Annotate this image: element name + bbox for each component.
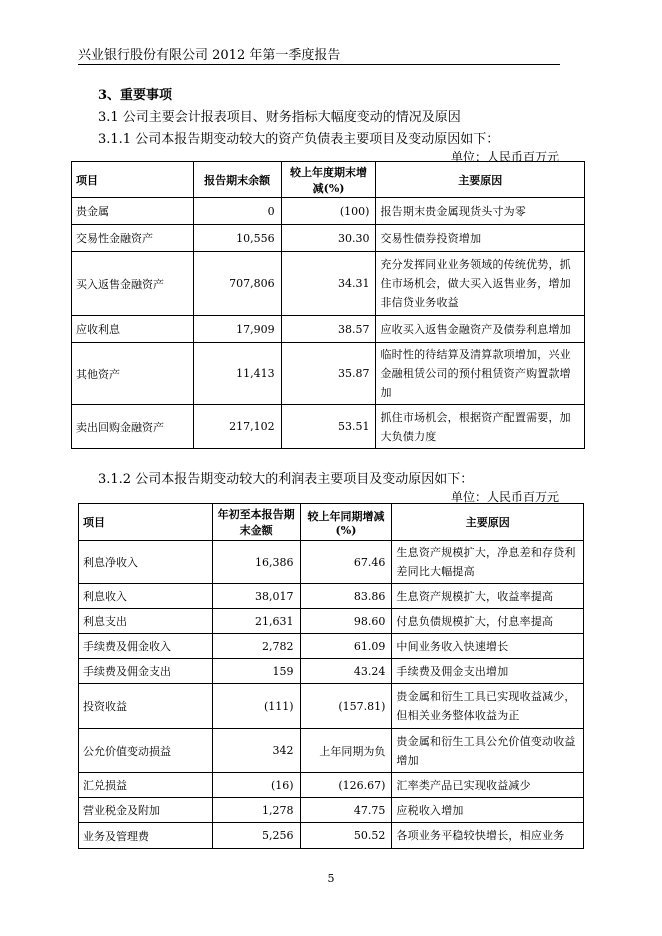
- row-reason: 手续费及佣金支出增加: [392, 659, 584, 684]
- row-change: 50.52: [300, 823, 392, 849]
- row-amount: 5,256: [212, 823, 300, 849]
- row-reason: 汇率类产品已实现收益减少: [392, 773, 584, 798]
- table-row: [79, 659, 584, 684]
- row-reason: 付息负债规模扩大，付息率提高: [392, 609, 584, 634]
- row-reason: 报告期末贵金属现货头寸为零: [376, 198, 585, 225]
- row-item: 投资收益: [79, 684, 213, 729]
- row-amount: (111): [212, 684, 300, 729]
- row-amount: 21,631: [212, 609, 300, 634]
- row-amount: (16): [212, 773, 300, 798]
- row-change: 61.09: [300, 634, 392, 659]
- row-balance: 11,413: [193, 343, 281, 405]
- col-header-change: 较上年度期末增减(%): [281, 162, 376, 198]
- row-amount: 38,017: [212, 584, 300, 609]
- row-item: 业务及管理费: [79, 823, 213, 849]
- row-reason: 贵金属和衍生工具公允价值变动收益增加: [392, 729, 584, 773]
- table-row: [72, 316, 585, 343]
- subsection-3-1-1: 3.1.1 公司本报告期变动较大的资产负债表主要项目及变动原因如下：: [98, 132, 500, 147]
- row-amount: 342: [212, 729, 300, 773]
- row-reason: 生息资产规模扩大，净息差和存贷利差同比大幅提高: [392, 541, 584, 584]
- col-header-amount: 年初至本报告期末金额: [212, 504, 300, 541]
- col-header-reason: 主要原因: [376, 162, 585, 198]
- row-balance: 10,556: [193, 225, 281, 252]
- row-change: (157.81): [300, 684, 392, 729]
- table-row: [79, 729, 584, 773]
- row-amount: 2,782: [212, 634, 300, 659]
- row-item: 手续费及佣金支出: [79, 659, 213, 684]
- row-change: 38.57: [281, 316, 376, 343]
- col-header-item: 项目: [72, 162, 194, 198]
- row-item: 贵金属: [72, 198, 194, 225]
- row-item: 交易性金融资产: [72, 225, 194, 252]
- row-item: 卖出回购金融资产: [72, 405, 194, 449]
- table-row: [79, 609, 584, 634]
- row-reason: 贵金属和衍生工具已实现收益减少，但相关业务整体收益为正: [392, 684, 584, 729]
- row-change: 67.46: [300, 541, 392, 584]
- row-change: (100): [281, 198, 376, 225]
- row-balance: 0: [193, 198, 281, 225]
- row-reason: 生息资产规模扩大，收益率提高: [392, 584, 584, 609]
- row-balance: 707,806: [193, 252, 281, 316]
- col-header-reason: 主要原因: [392, 504, 584, 541]
- col-header-change: 较上年同期增减(%): [300, 504, 392, 541]
- row-reason: 交易性债券投资增加: [376, 225, 585, 252]
- row-item: 汇兑损益: [79, 773, 213, 798]
- header-rule: [78, 64, 560, 65]
- row-reason: 各项业务平稳较快增长，相应业务: [392, 823, 584, 849]
- row-item: 应收利息: [72, 316, 194, 343]
- row-change: 30.30: [281, 225, 376, 252]
- col-header-item: 项目: [79, 504, 213, 541]
- unit-label-2: 单位：人民币百万元: [451, 490, 560, 504]
- row-reason: 充分发挥同业业务领域的传统优势，抓住市场机会，做大买入返售业务，增加非信贷业务收益: [376, 252, 585, 316]
- table-row: [79, 773, 584, 798]
- row-change: 53.51: [281, 405, 376, 449]
- table-header-row: [79, 504, 584, 541]
- row-reason: 抓住市场机会，根据资产配置需要，加大负债力度: [376, 405, 585, 449]
- row-change: 34.31: [281, 252, 376, 316]
- row-item: 利息支出: [79, 609, 213, 634]
- row-item: 其他资产: [72, 343, 194, 405]
- row-change: 98.60: [300, 609, 392, 634]
- page-header: 兴业银行股份有限公司 2012 年第一季度报告: [78, 48, 341, 63]
- page-number: 5: [327, 872, 335, 885]
- row-amount: 1,278: [212, 798, 300, 823]
- row-item: 手续费及佣金收入: [79, 634, 213, 659]
- subsection-3-1: 3.1 公司主要会计报表项目、财务指标大幅度变动的情况及原因: [98, 110, 461, 125]
- row-change: 上年同期为负: [300, 729, 392, 773]
- row-reason: 中间业务收入快速增长: [392, 634, 584, 659]
- subsection-3-1-2: 3.1.2 公司本报告期变动较大的利润表主要项目及变动原因如下：: [98, 472, 474, 487]
- table-row: [79, 823, 584, 849]
- row-reason: 应收买入返售金融资产及债券利息增加: [376, 316, 585, 343]
- row-change: 43.24: [300, 659, 392, 684]
- row-reason: 应税收入增加: [392, 798, 584, 823]
- income-statement-table: [78, 503, 584, 849]
- row-amount: 159: [212, 659, 300, 684]
- row-item: 利息收入: [79, 584, 213, 609]
- section-heading: 3、重要事项: [98, 88, 173, 103]
- row-item: 公允价值变动损益: [79, 729, 213, 773]
- row-reason: 临时性的待结算及清算款项增加，兴业金融租赁公司的预付租赁资产购置款增加: [376, 343, 585, 405]
- table-row: [72, 198, 585, 225]
- balance-sheet-table: [71, 161, 585, 449]
- table-row: [79, 798, 584, 823]
- row-change: (126.67): [300, 773, 392, 798]
- table-header-row: [72, 162, 585, 198]
- row-item: 利息净收入: [79, 541, 213, 584]
- table-row: [72, 405, 585, 449]
- table-row: [79, 584, 584, 609]
- table-row: [79, 634, 584, 659]
- row-change: 83.86: [300, 584, 392, 609]
- row-amount: 16,386: [212, 541, 300, 584]
- row-item: 买入返售金融资产: [72, 252, 194, 316]
- table-row: [72, 252, 585, 316]
- row-change: 47.75: [300, 798, 392, 823]
- table-row: [79, 541, 584, 584]
- row-item: 营业税金及附加: [79, 798, 213, 823]
- row-balance: 17,909: [193, 316, 281, 343]
- table-row: [79, 684, 584, 729]
- col-header-balance: 报告期末余额: [193, 162, 281, 198]
- unit-label-1: 单位：人民币百万元: [451, 150, 560, 164]
- table-row: [72, 343, 585, 405]
- row-change: 35.87: [281, 343, 376, 405]
- row-balance: 217,102: [193, 405, 281, 449]
- table-row: [72, 225, 585, 252]
